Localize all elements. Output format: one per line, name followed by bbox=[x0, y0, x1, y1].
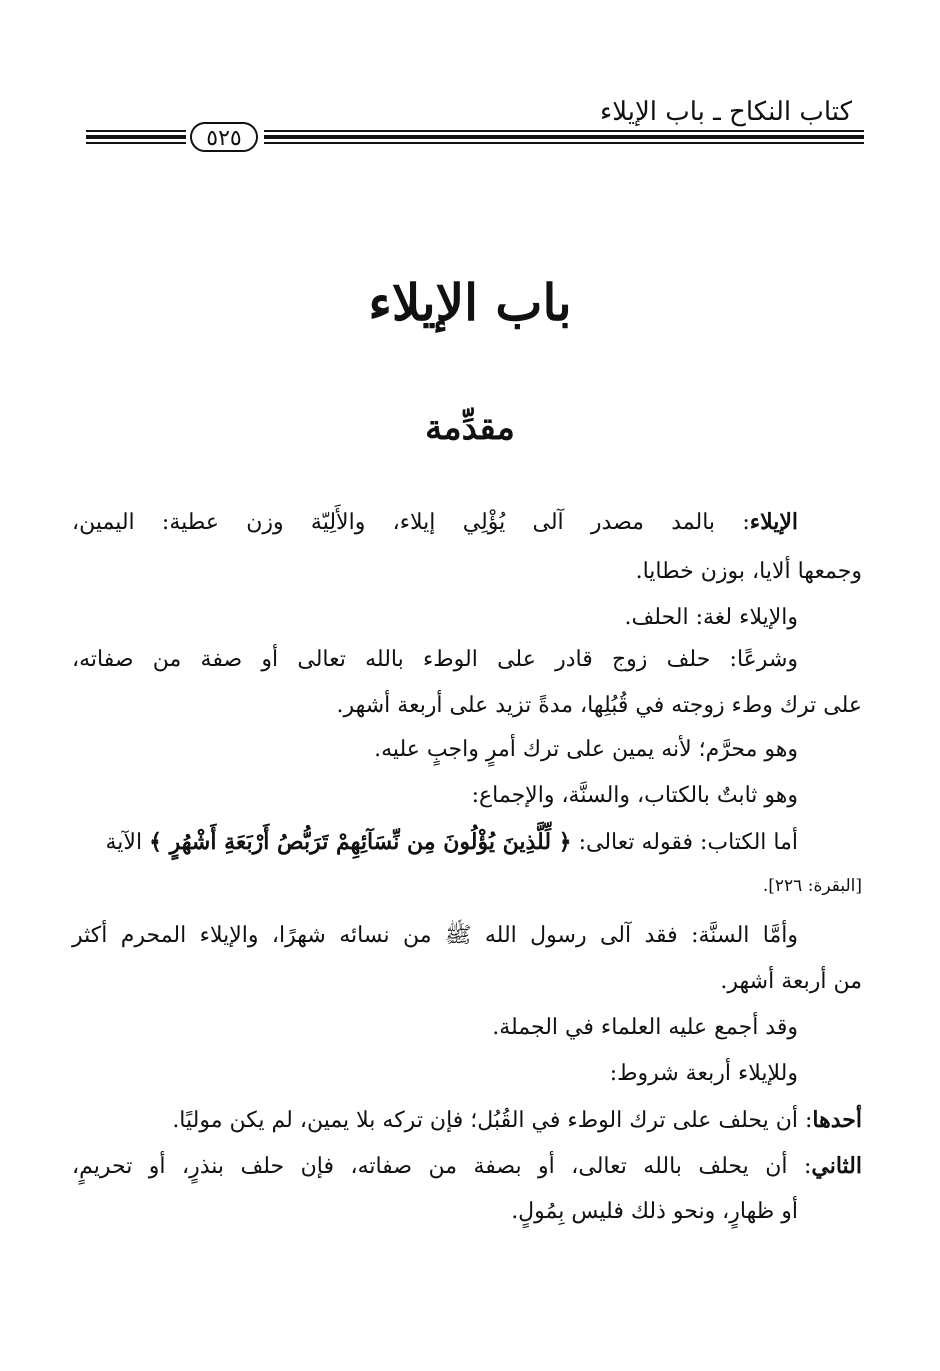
paragraph-line bbox=[72, 502, 798, 542]
section-title: مقدِّمة bbox=[425, 408, 515, 448]
condition-text: : أن يحلف على ترك الوطء في القُبُل؛ فإن تركه بلا يمين، لم يكن موليًا. bbox=[172, 1108, 813, 1133]
definition-text: : بالمد مصدر آلى يُؤْلِي إيلاء، والأَلِيّة وزن عطية: اليمين، bbox=[72, 510, 750, 535]
condition-item bbox=[72, 1146, 862, 1186]
definition-term: الإيلاء bbox=[749, 509, 799, 535]
quran-verse: ﴿ لِّلَّذِينَ يُؤْلُونَ مِن نِّسَآئِهِمْ تَرَبُّصُ أَرْبَعَةِ أَشْهُرٍ ﴾ bbox=[149, 829, 572, 855]
paragraph-line: من أربعة أشهر. bbox=[720, 969, 862, 994]
paragraph-line: والإيلاء لغة: الحلف. bbox=[624, 605, 798, 630]
paragraph-line: وهو ثابتٌ بالكتاب، والسنَّة، والإجماع: bbox=[471, 783, 798, 808]
paragraph-line: على ترك وطء زوجته في قُبُلِها، مدةً تزيد على أربعة أشهر. bbox=[336, 693, 862, 718]
verse-suffix: الآية bbox=[105, 830, 143, 855]
condition-term: الثاني bbox=[811, 1153, 862, 1179]
chapter-title: باب الإيلاء bbox=[368, 273, 572, 332]
paragraph-line: وهو محرَّم؛ لأنه يمين على ترك أمرٍ واجبٍ عليه. bbox=[374, 737, 798, 762]
paragraph-line: أو ظهارٍ، ونحو ذلك فليس بِمُولٍ. bbox=[511, 1199, 798, 1224]
paragraph-line: وقد أجمع عليه العلماء في الجملة. bbox=[492, 1015, 798, 1040]
paragraph-line bbox=[72, 822, 798, 862]
quran-intro: أما الكتاب: فقوله تعالى: bbox=[578, 830, 798, 855]
paragraph-line: وأمَّا السنَّة: فقد آلى رسول الله ﷺ من نسائه شهرًا، والإيلاء المحرم أكثر bbox=[72, 923, 798, 948]
running-header-title: كتاب النكاح ـ باب الإيلاء bbox=[599, 97, 852, 127]
condition-term: أحدها bbox=[812, 1107, 862, 1133]
header-rule-left bbox=[86, 130, 186, 144]
verse-citation: [البقرة: ٢٢٦]. bbox=[762, 876, 862, 896]
paragraph-line: وشرعًا: حلف زوج قادر على الوطء بالله تعالى أو صفة من صفاته، bbox=[72, 647, 798, 672]
condition-item bbox=[72, 1100, 862, 1140]
condition-text: : أن يحلف بالله تعالى، أو بصفة من صفاته، فإن حلف بنذرٍ، أو تحريمٍ، bbox=[72, 1154, 812, 1179]
paragraph-line: وجمعها ألايا، بوزن خطايا. bbox=[635, 559, 862, 584]
paragraph-line: وللإيلاء أربعة شروط: bbox=[609, 1061, 798, 1086]
header-rule-right bbox=[264, 130, 864, 144]
header-rule bbox=[86, 120, 864, 156]
page-number: ٥٢٥ bbox=[190, 122, 258, 152]
